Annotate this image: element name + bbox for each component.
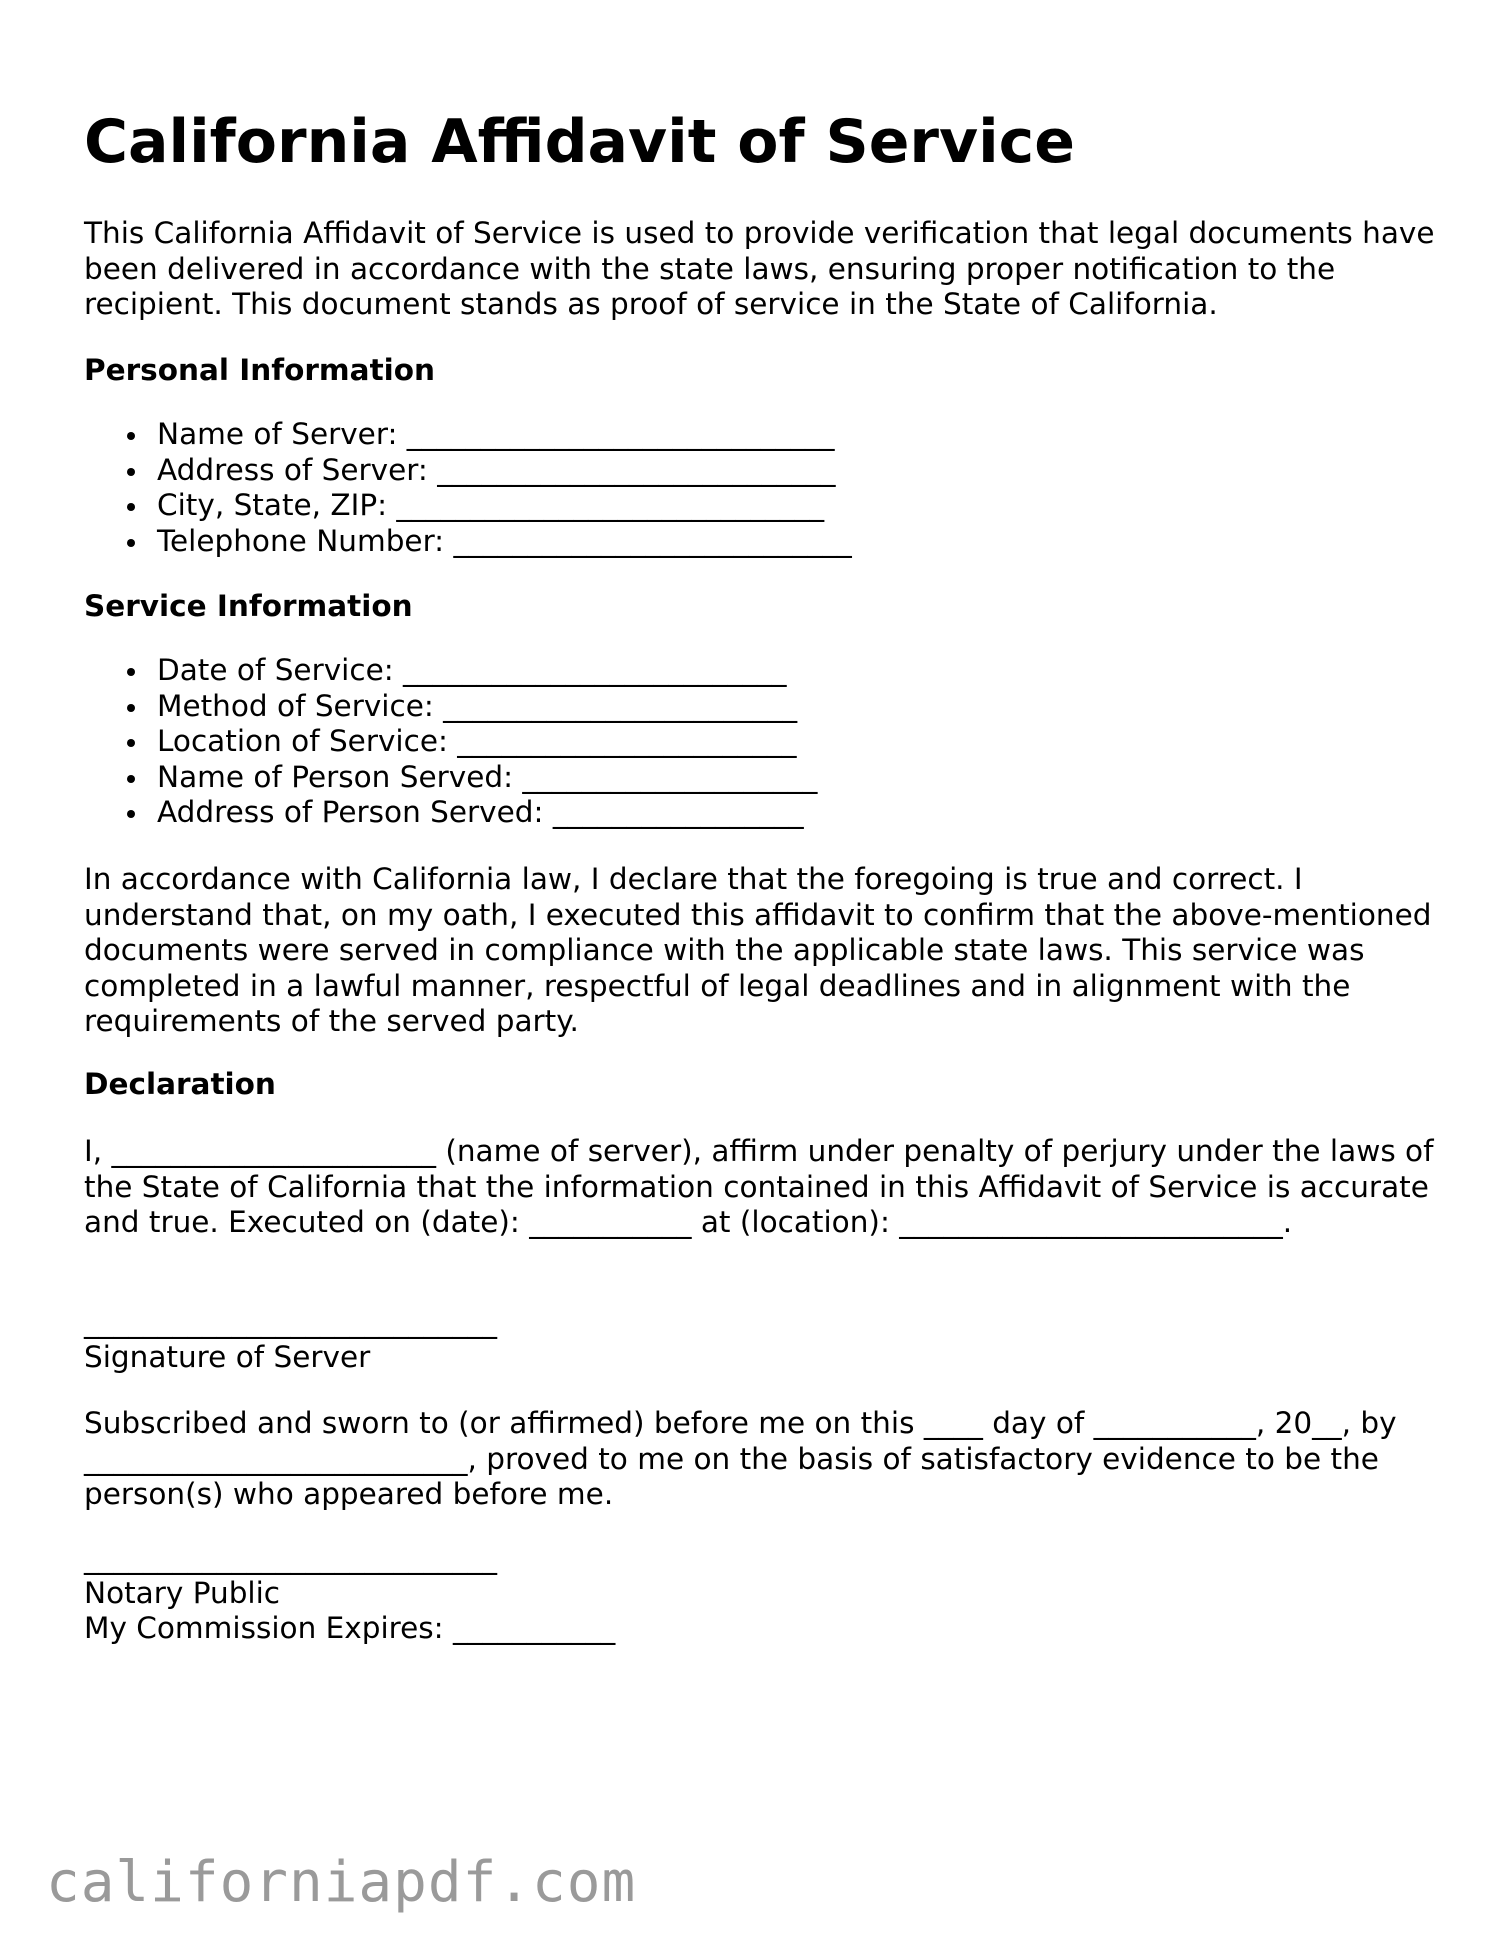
list-item-city-state-zip: City, State, ZIP: _____________________________ xyxy=(84,488,852,524)
sworn-paragraph: Subscribed and sworn to (or affirmed) before me on this ____ day of ___________, 20__, by __________________________, proved to me on the basis of satisfactory evidence to be the person(s) who appeared before me. xyxy=(84,1406,1397,1511)
notary-signature-line: ____________________________ xyxy=(84,1541,497,1575)
declaration-heading: Declaration xyxy=(84,1067,276,1101)
site-watermark: californiapdf.com xyxy=(46,1850,637,1915)
accordance-paragraph: In accordance with California law, I declare that the foregoing is true and correct. I understand that, on my oath, I executed this affidavit to confirm that the above-mentioned documents were served in compliance with the applicable state laws. This service was completed in a lawful manner, respectful of legal deadlines and in alignment with the requirements of the served party. xyxy=(84,862,1432,1038)
declaration-paragraph: I, ______________________ (name of server), affirm under penalty of perjury under the laws of the State of California that the information contained in this Affidavit of Service is accurate and true. Executed on (date): ___________ at (location): __________________________. xyxy=(84,1134,1434,1239)
list-item-address-of-person-served: Address of Person Served: _________________ xyxy=(84,795,817,831)
personal-information-heading: Personal Information xyxy=(84,353,436,387)
service-information-heading: Service Information xyxy=(84,589,413,623)
list-item-telephone-number: Telephone Number: ___________________________ xyxy=(84,524,852,560)
intro-paragraph: This California Affidavit of Service is used to provide verification that legal documents have been delivered in accordance with the state laws, ensuring proper notification to the recipient. This document stands as proof of service in the State of California. xyxy=(84,216,1435,321)
list-item-date-of-service: Date of Service: __________________________ xyxy=(84,653,817,689)
notary-public-label: Notary Public xyxy=(84,1576,281,1610)
signature-line: ____________________________ xyxy=(84,1305,497,1339)
document-title: California Affidavit of Service xyxy=(84,107,1075,177)
commission-expires-label: My Commission Expires: ___________ xyxy=(84,1611,616,1645)
signature-label: Signature of Server xyxy=(84,1340,371,1374)
service-information-list xyxy=(84,653,817,831)
list-item-method-of-service: Method of Service: ________________________ xyxy=(84,689,817,725)
list-item-name-of-server: Name of Server: _____________________________ xyxy=(84,417,852,453)
list-item-location-of-service: Location of Service: _______________________ xyxy=(84,724,817,760)
personal-information-list xyxy=(84,417,852,559)
list-item-name-of-person-served: Name of Person Served: ____________________ xyxy=(84,760,817,796)
list-item-address-of-server: Address of Server: ___________________________ xyxy=(84,453,852,489)
